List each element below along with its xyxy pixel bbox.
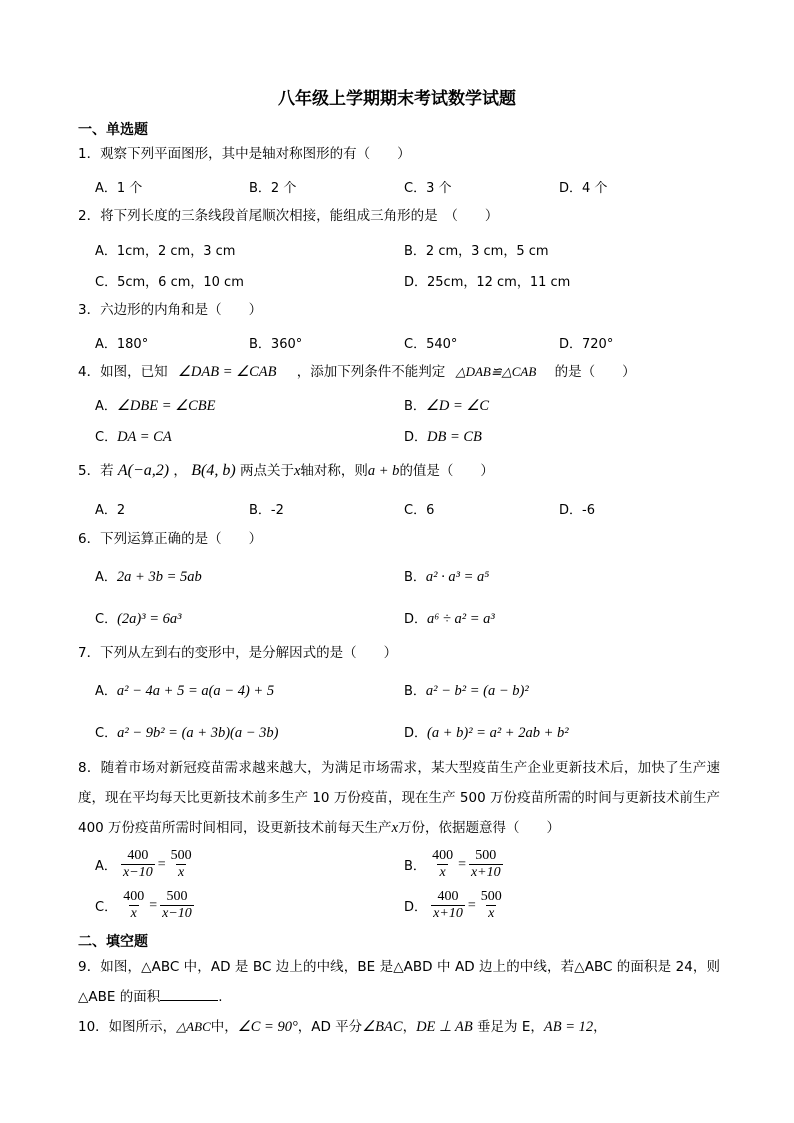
q4-option-d	[404, 426, 482, 446]
q8-a-equals: =	[157, 856, 166, 872]
q5-stem-part-a: 5．若	[78, 463, 114, 479]
q8-d-left-den: x+10	[433, 906, 463, 921]
q7-option-a-math: a² − 4a + 5 = a(a − 4) + 5	[116, 683, 275, 699]
q8-b-left-den: x	[439, 865, 446, 880]
q7-option-a	[95, 680, 274, 700]
q8-label-b: B．	[404, 859, 426, 874]
q3-option-c: C．540°	[404, 337, 458, 352]
q8-a-right-num: 500	[170, 848, 192, 863]
q4-option-a	[95, 395, 216, 415]
q8-a-left-den: x−10	[123, 865, 153, 880]
q8-label-a: A．	[95, 859, 117, 874]
q8-a-left-num: 400	[127, 848, 149, 863]
q8-c-left-num: 400	[123, 889, 145, 904]
section-heading-fill-blank: 二、填空题	[78, 934, 148, 950]
q10-stem-part-b: 中，	[210, 1019, 238, 1035]
q5-separator: ，	[173, 463, 187, 479]
q1-option-c: C．3 个	[404, 181, 452, 196]
q7-label-d: D．	[404, 726, 428, 741]
q4-option-b-math: ∠D = ∠C	[425, 398, 490, 414]
q8-a-right-fraction	[169, 848, 194, 881]
q8-option-d	[404, 889, 504, 922]
q4-label-d: D．	[404, 430, 428, 445]
q8-a-right-den: x	[178, 865, 185, 880]
q4-congruence: △DAB≌△CAB	[455, 364, 537, 379]
q8-label-d: D．	[404, 900, 428, 915]
q7-label-a: A．	[95, 684, 117, 699]
q4-label-c: C．	[95, 430, 118, 445]
q7-option-c-math: a² − 9b² = (a + 3b)(a − 3b)	[117, 725, 279, 741]
question-5-stem	[78, 461, 494, 480]
q8-c-left-fraction	[121, 889, 146, 922]
q10-triangle: △ABC	[176, 1019, 211, 1034]
q6-option-d	[404, 608, 495, 628]
q5-option-c: C．6	[404, 503, 435, 518]
q7-option-d-math: (a + b)² = a² + 2ab + b²	[427, 725, 569, 741]
q5-option-a: A．2	[95, 503, 126, 518]
q8-stem-part-a: 8．随着市场对新冠疫苗需求越来越大，为满足市场需求，某大型疫苗生产企业更新技术后，加快了生产速度，现在平均每天比更新技术前多生产 10 万份疫苗，现在生产 500 万份疫苗所需的时间与更新技术前生产 400 万份疫苗所需时间相同，设更新技术前每天生产	[78, 760, 720, 836]
q8-a-left-fraction	[121, 848, 155, 881]
q3-option-b: B．360°	[249, 337, 303, 352]
q8-option-c	[95, 889, 194, 922]
question-8-stem	[78, 753, 720, 843]
q2-option-d: D．25cm，12 cm，11 cm	[404, 275, 571, 290]
q2-option-c: C．5cm，6 cm，10 cm	[95, 275, 244, 290]
q6-option-b	[404, 566, 489, 586]
section-heading-single-choice: 一、单选题	[78, 122, 148, 138]
q5-axis-var: x	[293, 463, 301, 479]
q2-option-a: A．1cm，2 cm，3 cm	[95, 244, 236, 259]
q8-stem-part-b: 万份，依据题意得（ ）	[398, 820, 560, 836]
q8-d-equals: =	[467, 897, 476, 913]
q10-right-angle: ∠C = 90°	[237, 1019, 298, 1035]
q6-option-c-math: (2a)³ = 6a³	[117, 611, 182, 627]
q8-c-right-den: x−10	[162, 906, 192, 921]
q9-stem-part-a: 9．如图，△ABC 中，AD 是 BC 边上的中线，BE 是△ABD 中 AD 边上的中线，若△ABC 的面积是 24，则△ABE 的面积	[78, 959, 720, 1005]
q7-option-b	[404, 680, 529, 700]
question-9-stem	[78, 952, 720, 1012]
q6-option-d-math: a⁶ ÷ a² = a³	[427, 611, 495, 627]
q1-option-a: A．1 个	[95, 181, 143, 196]
q4-option-d-math: DB = CB	[427, 429, 482, 445]
q8-c-right-fraction	[160, 889, 194, 922]
q8-c-equals: =	[149, 897, 158, 913]
q9-stem-end: .	[218, 989, 223, 1005]
q4-option-c-math: DA = CA	[117, 429, 172, 445]
page-title: 八年级上学期期末考试数学试题	[278, 89, 516, 109]
q10-perpendicular: DE ⊥ AB	[416, 1019, 473, 1035]
q8-b-right-num: 500	[475, 848, 497, 863]
q7-label-b: B．	[404, 684, 426, 699]
q4-stem-part-b: ，添加下列条件不能判定	[296, 364, 446, 380]
question-3-stem: 3．六边形的内角和是（ ）	[78, 302, 263, 318]
q4-label-b: B．	[404, 399, 426, 414]
q4-label-a: A．	[95, 399, 117, 414]
q8-b-left-num: 400	[432, 848, 454, 863]
q4-option-c	[95, 426, 172, 446]
question-4-stem	[78, 364, 636, 381]
q8-var-x: x	[391, 820, 398, 836]
q3-option-a: A．180°	[95, 337, 149, 352]
q4-stem-part-c: 的是（ ）	[554, 364, 636, 380]
q5-stem-part-b: 两点关于	[239, 463, 294, 479]
q8-d-right-den: x	[488, 906, 495, 921]
q5-option-b: B．-2	[249, 503, 284, 518]
q5-point-a: A(−a,2)	[117, 462, 170, 479]
q5-point-b: B(4, b)	[191, 462, 236, 479]
q5-stem-part-d: 的值是（ ）	[399, 463, 494, 479]
q8-option-b	[404, 848, 503, 881]
q6-option-b-math: a² · a³ = a⁵	[425, 569, 490, 585]
q7-option-b-math: a² − b² = (a − b)²	[425, 683, 529, 699]
q8-b-right-fraction	[469, 848, 503, 881]
q7-label-c: C．	[95, 726, 118, 741]
q10-separator: ，	[402, 1019, 417, 1035]
q8-label-c: C．	[95, 900, 118, 915]
q4-stem-part-a: 4．如图，已知	[78, 364, 168, 380]
question-10-stem	[78, 1019, 607, 1036]
q8-d-right-num: 500	[480, 889, 502, 904]
q6-label-d: D．	[404, 612, 428, 627]
q8-d-left-fraction	[431, 889, 465, 922]
q10-stem-part-c: ，AD 平分	[297, 1019, 363, 1035]
q8-b-left-fraction	[430, 848, 455, 881]
q6-option-c	[95, 608, 181, 628]
q8-b-equals: =	[458, 856, 466, 872]
q8-c-left-den: x	[130, 906, 137, 921]
q10-stem-part-a: 10．如图所示，	[78, 1019, 177, 1035]
q6-option-a-math: 2a + 3b = 5ab	[116, 569, 202, 585]
question-1-stem: 1．观察下列平面图形，其中是轴对称图形的有（ ）	[78, 146, 411, 162]
q6-label-b: B．	[404, 570, 426, 585]
q6-label-c: C．	[95, 612, 118, 627]
q4-option-b	[404, 395, 489, 415]
q10-stem-part-d: 垂足为 E，	[477, 1019, 544, 1035]
q10-ab-length: AB = 12	[543, 1019, 594, 1035]
q5-expr: a + b	[367, 463, 400, 479]
q4-given-condition: ∠DAB = ∠CAB	[177, 364, 277, 380]
q8-d-left-num: 400	[437, 889, 459, 904]
q8-c-right-num: 500	[166, 889, 188, 904]
q5-stem-part-c: 轴对称，则	[300, 463, 368, 479]
q1-option-b: B．2 个	[249, 181, 297, 196]
q6-option-a	[95, 566, 202, 586]
q8-b-right-den: x+10	[470, 865, 501, 880]
q1-option-d: D．4 个	[559, 181, 608, 196]
q5-option-d: D．-6	[559, 503, 595, 518]
q3-option-d: D．720°	[559, 337, 614, 352]
q4-option-a-math: ∠DBE = ∠CBE	[116, 398, 216, 414]
question-7-stem: 7．下列从左到右的变形中，是分解因式的是（ ）	[78, 645, 398, 661]
q10-angle-bac: ∠BAC	[362, 1019, 403, 1035]
q10-stem-end: ，	[593, 1019, 607, 1035]
question-6-stem: 6．下列运算正确的是（ ）	[78, 531, 263, 547]
q9-answer-blank	[160, 987, 218, 1001]
q6-label-a: A．	[95, 570, 117, 585]
q7-option-c	[95, 722, 278, 742]
q7-option-d	[404, 722, 569, 742]
q2-option-b: B．2 cm，3 cm，5 cm	[404, 244, 549, 259]
q8-d-right-fraction	[479, 889, 504, 922]
q8-option-a	[95, 848, 194, 881]
question-2-stem: 2．将下列长度的三条线段首尾顺次相接，能组成三角形的是 （ ）	[78, 208, 499, 224]
